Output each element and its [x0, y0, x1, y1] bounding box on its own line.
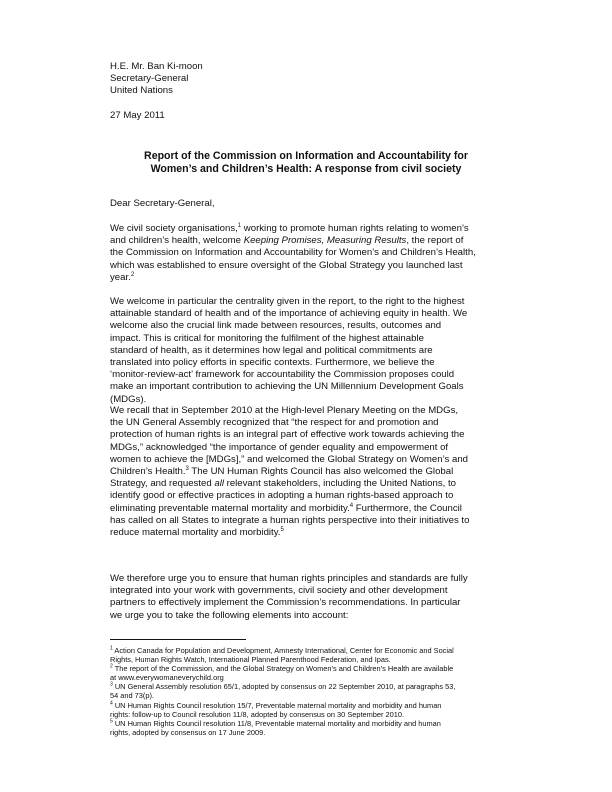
p1-line	[110, 272, 505, 284]
footnote-1	[110, 646, 510, 664]
footnote-line: at www.everywomaneverychild.org	[110, 673, 224, 683]
footnote-text: The report of the Commission, and the Global Strategy on Women’s and Children’s Health are available	[112, 664, 454, 674]
footnote-number: 5	[110, 718, 113, 725]
p3-text: Children’s Health.	[110, 466, 186, 478]
p1-line: the Commission on Information and Accountability for Women’s and Children’s Health,	[110, 247, 476, 259]
footnote-number: 2	[110, 663, 113, 670]
paragraph-3	[110, 405, 505, 539]
p3-line: has called on all States to integrate a human rights perspective into their initiatives to	[110, 514, 470, 526]
p2-line: We welcome in particular the centrality given in the report, to the right to the highest	[110, 296, 465, 307]
footnote-line: Rights, Human Rights Watch, International Planned Parenthood Federation, and Ipas.	[110, 655, 391, 665]
p3-line: identify good or effective practices in adopting a human rights-based approach to	[110, 490, 454, 502]
footnote-text: Action Canada for Population and Development, Amnesty International, Center for Economic and Social	[112, 646, 454, 655]
footnote-5	[110, 719, 510, 737]
footnote-text: UN General Assembly resolution 65/1, adopted by consensus on 22 September 2010, at paragraphs 53,	[112, 682, 456, 692]
report-title-emphasis: Keeping Promises, Measuring Results	[243, 235, 407, 247]
footnote-text: UN Human Rights Council resolution 11/8, Preventable maternal mortality and morbidity and human	[112, 718, 441, 728]
p1-line	[110, 223, 505, 235]
p2-line: welcome also the crucial link made between resources, results, outcomes and	[110, 320, 442, 332]
footnote-ref-1: 1	[237, 222, 242, 229]
p2-line: impact. This is critical for monitoring the fulfilment of the highest attainable	[110, 332, 424, 344]
p3-line	[110, 466, 505, 478]
p4-line: We therefore urge you to ensure that human rights principles and standards are fully	[110, 573, 468, 584]
title-line-2: Women’s and Children’s Health: A response from civil society	[150, 163, 462, 176]
p2-line: make an important contribution to achieving the UN Millennium Development Goals	[110, 381, 464, 393]
p4-line: integrated into your work with governments, civil society and other development	[110, 585, 448, 597]
p2-line: translated into policy efforts in specific contexts. Furthermore, we believe the	[110, 357, 435, 369]
p3-text: relevant stakeholders, including the United Nations, to	[223, 478, 456, 490]
letter-date: 27 May 2011	[110, 110, 165, 121]
p3-text: eliminating preventable maternal mortality and morbidity.	[110, 502, 350, 514]
salutation: Dear Secretary-General,	[110, 198, 215, 209]
p2-line: ‘monitor-review-act’ framework for accountability the Commission proposes could	[110, 369, 455, 381]
footnote-3	[110, 682, 510, 700]
footnote-number: 4	[110, 700, 113, 707]
footnote-line: 54 and 73(p).	[110, 691, 154, 701]
footnote-line	[110, 682, 510, 691]
recipient-name: H.E. Mr. Ban Ki-moon	[110, 61, 203, 72]
footnote-separator	[110, 639, 246, 640]
p3-line: the UN General Assembly recognized that “the respect for and promotion and	[110, 417, 439, 429]
p3-line: MDGs,” acknowledged “the importance of gender equality and empowerment of	[110, 441, 449, 453]
paragraph-4	[110, 573, 505, 622]
p1-line	[110, 235, 505, 247]
p4-line: we urge you to take the following elements into account:	[110, 609, 349, 621]
p2-line: attainable standard of health and of the importance of achieving equity in health. We	[110, 308, 468, 320]
footnote-4	[110, 701, 510, 719]
footnote-2	[110, 664, 510, 682]
p1-text: We civil society organisations,	[110, 223, 238, 234]
p3-line	[110, 503, 505, 515]
title-line-1: Report of the Commission on Information and Accountability for	[144, 150, 468, 162]
p2-line: (MDGs).	[110, 393, 147, 405]
p3-text: Furthermore, the Council	[353, 502, 462, 514]
p3-line: We recall that in September 2010 at the High-level Plenary Meeting on the MDGs,	[110, 405, 459, 416]
footnote-text: UN Human Rights Council resolution 15/7, Preventable maternal mortality and morbidity and human	[112, 700, 442, 710]
footnote-number: 3	[110, 681, 113, 688]
p4-line: partners to effectively implement the Commission’s recommendations. In particular	[110, 597, 461, 609]
p3-line: protection of human rights is an integral part of effective work towards achieving the	[110, 429, 465, 441]
p3-text: reduce maternal mortality and morbidity.	[110, 527, 281, 539]
footnote-line	[110, 646, 510, 655]
all-emphasis: all	[214, 478, 224, 490]
p3-line	[110, 527, 505, 539]
p1-line: which was established to ensure oversight of the Global Strategy you launched last	[110, 259, 463, 271]
recipient-organization: United Nations	[110, 85, 173, 97]
footnote-line	[110, 701, 510, 710]
footnote-number: 1	[110, 645, 113, 652]
footnote-line: rights, adopted by consensus on 17 June 2009.	[110, 727, 266, 737]
p1-text: year.	[110, 271, 131, 283]
p3-text: The UN Human Rights Council has also welcomed the Global	[188, 466, 454, 478]
footnote-ref-3: 3	[185, 465, 189, 472]
letter-title	[110, 150, 502, 177]
p1-text: , the report of	[406, 235, 464, 247]
footnote-line: rights: follow-up to Council resolution 11/8, adopted by consensus on 30 September 2010.	[110, 709, 405, 719]
recipient-address	[110, 61, 203, 98]
p3-text: Strategy, and requested	[110, 478, 215, 490]
footnotes	[110, 646, 510, 737]
footnote-line	[110, 719, 510, 728]
p2-line: standard of health, as it determines how legal and political commitments are	[110, 344, 433, 356]
footnote-line	[110, 664, 510, 673]
p3-line	[110, 478, 505, 490]
footnote-ref-2: 2	[130, 271, 135, 278]
p1-text: and children’s health, welcome	[110, 235, 244, 247]
p3-line: women to achieve the [MDGs],” and welcomed the Global Strategy on Women’s and	[110, 453, 468, 465]
p1-text: working to promote human rights relating to women’s	[241, 223, 469, 234]
footnote-ref-5: 5	[280, 526, 284, 533]
recipient-title: Secretary-General	[110, 73, 189, 85]
paragraph-2	[110, 296, 505, 406]
paragraph-1	[110, 223, 505, 284]
footnote-ref-4: 4	[349, 502, 354, 509]
